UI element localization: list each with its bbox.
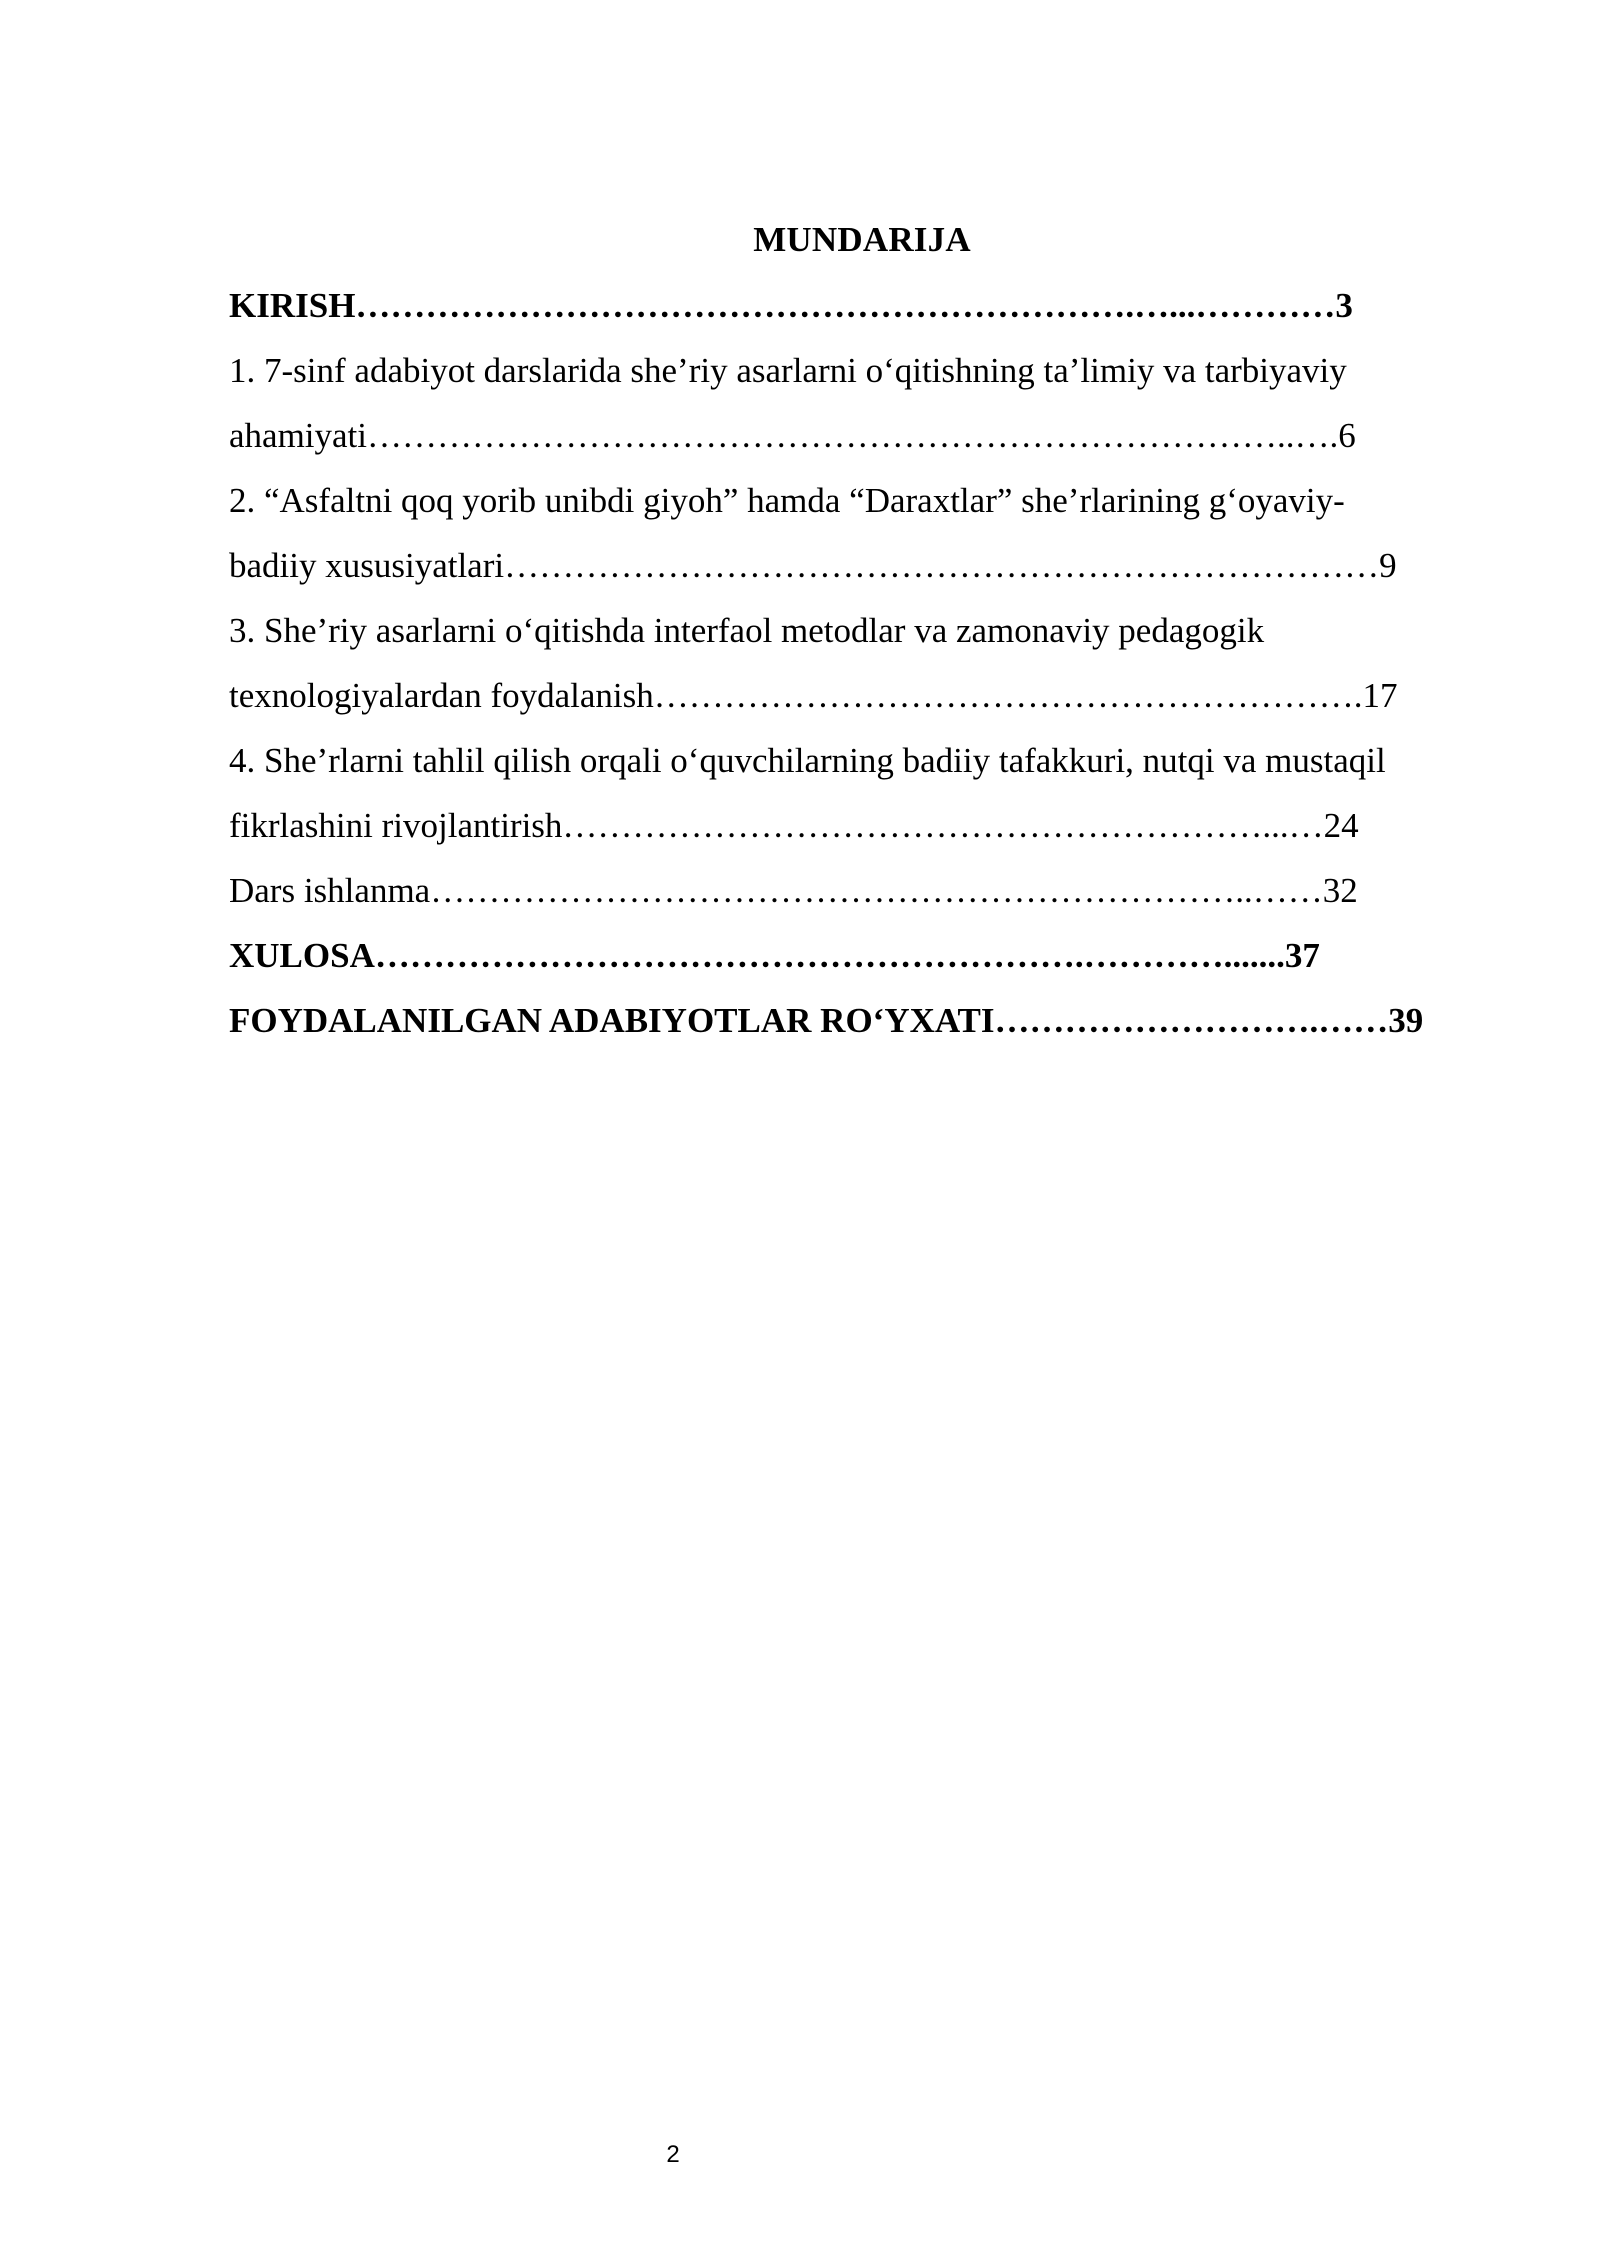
toc-entry-2-line-1: 2. “Asfaltni qoq yorib unibdi giyoh” hamda “Daraxtlar” she’rlarining g‘oyaviy- (229, 481, 1345, 520)
toc-title: MUNDARIJA (753, 220, 971, 259)
toc-entry-kirish: KIRISH………………………………………………………….…...…………3 (229, 286, 1353, 325)
toc-entry-4-line-1: 4. She’rlarni tahlil qilish orqali o‘quvchilarning badiiy tafakkuri, nutqi va mustaqil (229, 741, 1386, 780)
toc-entry-3-line-1: 3. She’riy asarlarni o‘qitishda interfaol metodlar va zamonaviy pedagogik (229, 611, 1265, 650)
toc-entry-1-line-2: ahamiyati……………………………………………………………………..….6 (229, 416, 1356, 455)
toc-entry-adabiyotlar: FOYDALANILGAN ADABIYOTLAR RO‘YXATI……………………….……39 (229, 1001, 1424, 1040)
page-number: 2 (666, 2141, 680, 2168)
toc-entry-1-line-1: 1. 7-sinf adabiyot darslarida she’riy asarlarni o‘qitishning ta’limiy va tarbiyaviy (229, 351, 1347, 390)
toc-entry-2-line-2: badiiy xususiyatlari…………………………………………………………………9 (229, 546, 1397, 585)
toc-entry-xulosa: XULOSA…………………………………………………….………….......37 (229, 936, 1320, 975)
toc-entry-4-line-2: fikrlashini rivojlantirish……………………………………………………...…24 (229, 806, 1359, 845)
toc-entry-3-line-2: texnologiyalardan foydalanish…………………………………………………….17 (229, 676, 1398, 715)
toc-entry-dars-ishlanma: Dars ishlanma……………………………………………………………..……32 (229, 871, 1358, 910)
